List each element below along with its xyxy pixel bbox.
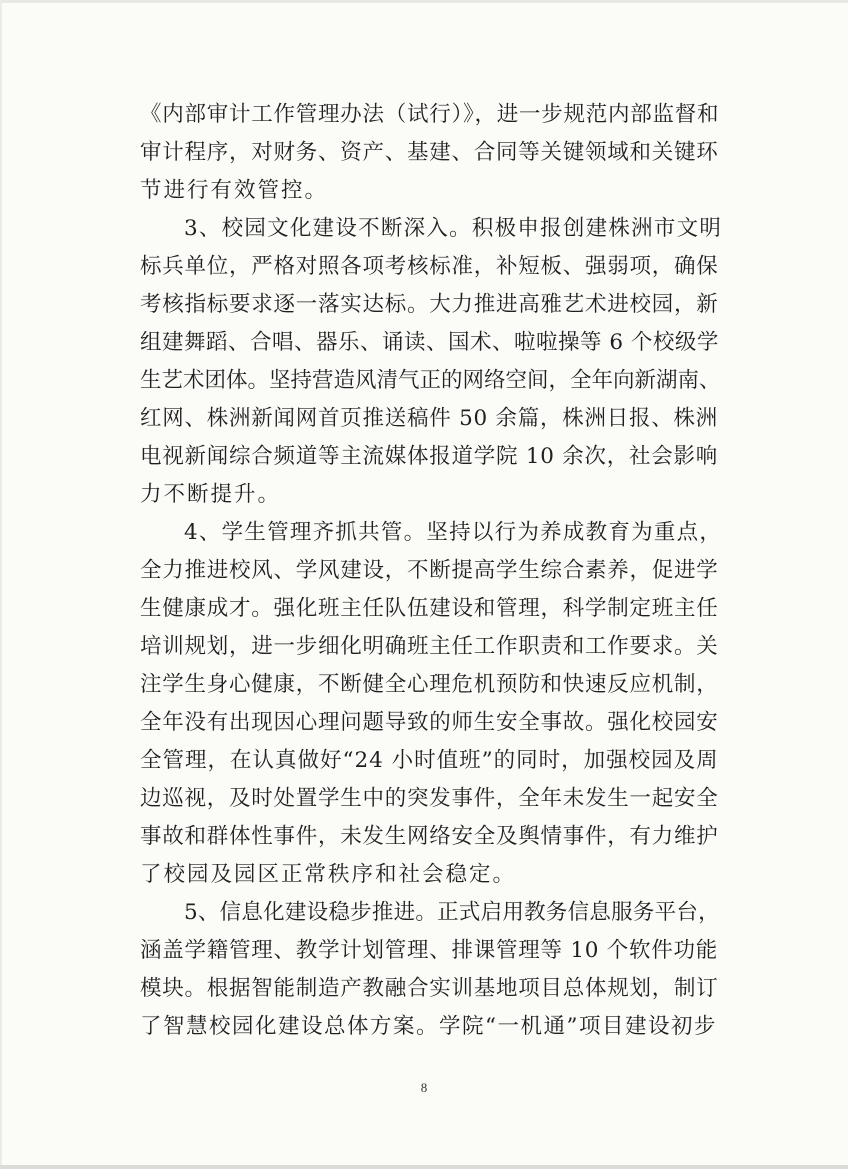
text-line: 事故和群体性事件，未发生网络安全及舆情事件，有力维护 — [140, 824, 719, 849]
text-line: 边巡视，及时处置学生中的突发事件，全年未发生一起安全 — [140, 786, 719, 811]
text-line: 考核指标要求逐一落实达标。大力推进高雅艺术进校园，新 — [140, 292, 719, 317]
text-line: 电视新闻综合频道等主流媒体报道学院 10 余次，社会影响 — [140, 444, 719, 469]
paragraph-3-heading-line: 3、校园文化建设不断深入。积极申报创建株洲市文明 — [184, 216, 723, 241]
text-line: 审计程序，对财务、资产、基建、合同等关键领域和关键环 — [140, 140, 719, 165]
text-line: 组建舞蹈、合唱、器乐、诵读、国术、啦啦操等 6 个校级学 — [140, 330, 719, 355]
text-line: 力不断提升。 — [140, 482, 282, 507]
scan-edge-top — [0, 0, 848, 3]
text-line: 《内部审计工作管理办法（试行）》，进一步规范内部监督和 — [140, 102, 720, 127]
scan-edge-bottom — [0, 1165, 848, 1169]
paragraph-5-heading-line: 5、信息化建设稳步推进。正式启用教务信息服务平台， — [184, 900, 720, 925]
text-line: 了智慧校园化建设总体方案。学院“一机通”项目建设初步 — [140, 1014, 717, 1039]
text-line: 全年没有出现因心理问题导致的师生安全事故。强化校园安 — [140, 710, 719, 735]
text-line: 标兵单位，严格对照各项考核标准，补短板、强弱项，确保 — [140, 254, 719, 279]
text-line: 了校园及园区正常秩序和社会稳定。 — [140, 862, 517, 887]
scan-edge-left — [0, 0, 2, 1169]
text-line: 涵盖学籍管理、教学计划管理、排课管理等 10 个软件功能 — [140, 938, 719, 963]
text-line: 全管理，在认真做好“24 小时值班”的同时，加强校园及周 — [140, 748, 719, 773]
text-line: 模块。根据智能制造产教融合实训基地项目总体规划，制订 — [140, 976, 719, 1001]
text-line: 生艺术团体。坚持营造风清气正的网络空间，全年向新湖南、 — [140, 368, 721, 393]
page-number: 8 — [420, 1080, 428, 1095]
text-line: 红网、株洲新闻网首页推送稿件 50 余篇，株洲日报、株洲 — [140, 406, 719, 431]
text-line: 全力推进校风、学风建设，不断提高学生综合素养，促进学 — [140, 558, 719, 583]
text-line: 节进行有效管控。 — [140, 178, 329, 203]
body-text — [140, 96, 723, 1046]
paragraph-4-heading-line: 4、学生管理齐抓共管。坚持以行为养成教育为重点， — [184, 520, 723, 545]
text-line: 生健康成才。强化班主任队伍建设和管理，科学制定班主任 — [140, 596, 719, 621]
text-line: 培训规划，进一步细化明确班主任工作职责和工作要求。关 — [140, 634, 719, 659]
text-line: 注学生身心健康，不断健全心理危机预防和快速反应机制， — [140, 672, 719, 697]
